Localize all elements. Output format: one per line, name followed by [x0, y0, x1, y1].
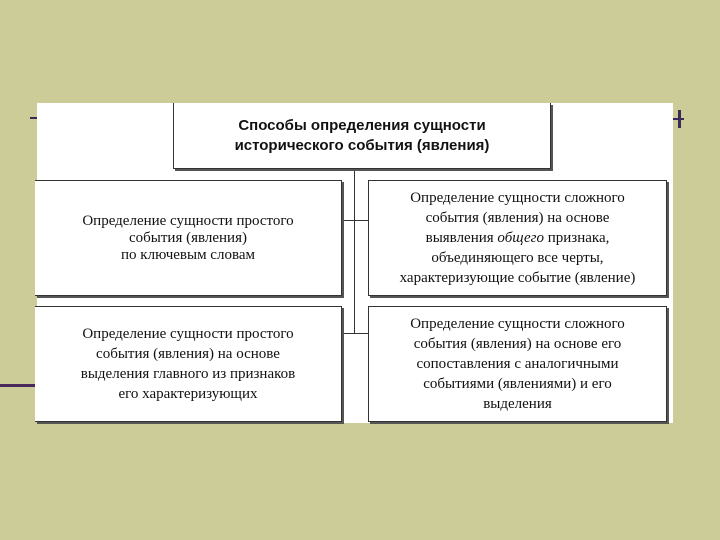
connector-left-top [343, 220, 354, 221]
box-simple-keywords-text: Определение сущности простого события (явления) по ключевым словам [82, 212, 294, 263]
diagram-title: Способы определения сущности исторического события (явления) [234, 116, 490, 154]
decorative-line-left [0, 384, 38, 387]
connector-trunk [354, 170, 355, 333]
box-complex-common-feature-text: Определение сущности сложного события (явления) на основе выявления общего признака, объединяющего все черты, характеризующие событие (явление) [399, 190, 636, 286]
box-simple-keywords [35, 180, 342, 296]
connector-right-bottom [354, 333, 368, 334]
box-complex-comparison-text: Определение сущности сложного события (явления) на основе его сопоставления с аналогичными событиями (явлениями) и его выделения [410, 316, 625, 412]
decorative-mark-right [678, 110, 681, 128]
connector-left-bottom [343, 333, 354, 334]
box-simple-main-feature-text: Определение сущности простого события (явления) на основе выделения главного из признаков его характеризующих [80, 326, 296, 402]
connector-right-top [354, 220, 368, 221]
title-box [173, 103, 551, 169]
box-complex-common-feature [368, 180, 667, 296]
box-simple-main-feature [35, 306, 342, 422]
box-complex-comparison [368, 306, 667, 422]
diagram-panel [37, 103, 673, 423]
